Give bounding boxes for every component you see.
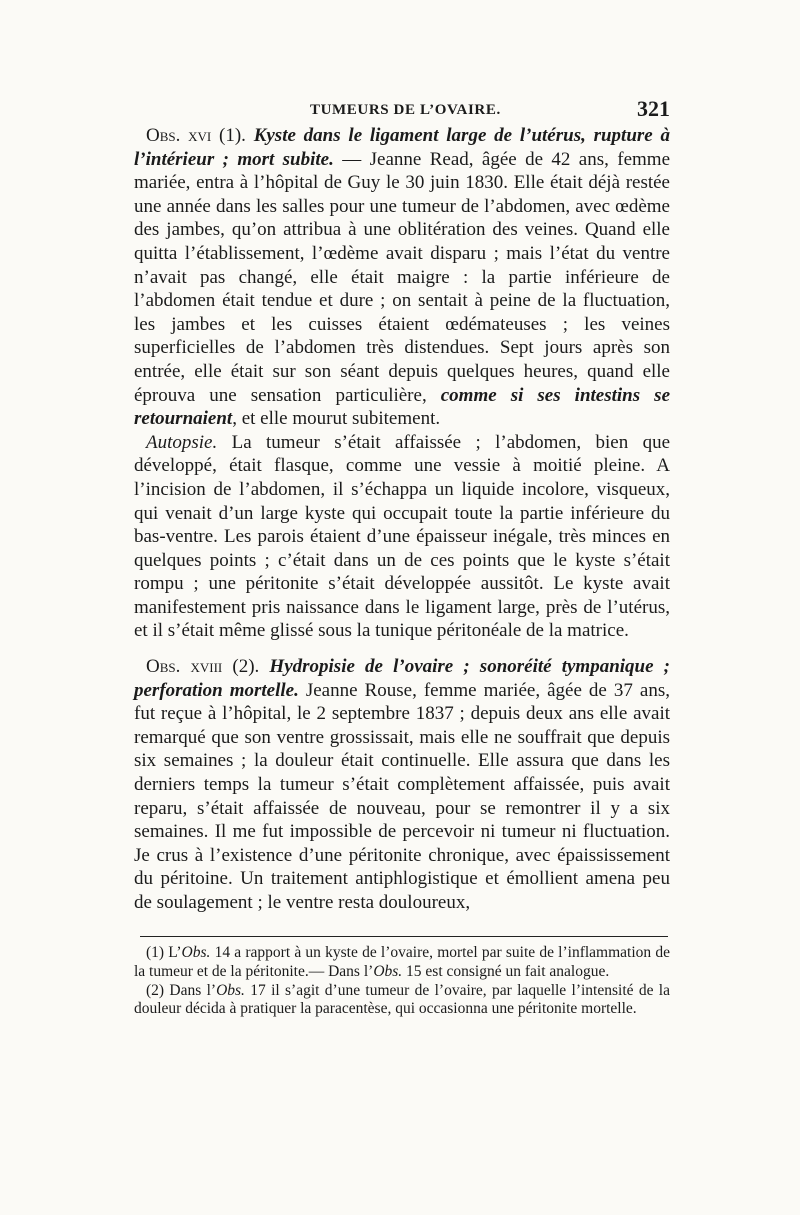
observation-text: — Jeanne Read, âgée de 42 ans, femme mariée, entra à l’hôpital de Guy le 30 juin 1830. Elle était déjà restée une année dans les salles pour une tumeur de l’abdomen, avec œdème des jambes, qu’on attribua à une oblitération des veines. Quand elle quitta l’établissement, l’œdème avait disparu ; mais l’état du ventre n’avait pas changé, elle était maigre : la partie inférieure de l’abdomen était tendue et dure ; on sentait à peine de la fluctuation, les jambes et les cuisses étaient œdémateuses ; les veines superficielles de l’abdomen très distendues. Sept jours après son entrée, elle était sur son séant depuis quelques heures, quand elle éprouva une sensation particulière, — [134, 148, 671, 406]
paragraph-gap — [134, 643, 670, 655]
observation-title: Hydropisie de l’ovaire ; sonoréité tympanique ; perforation mortelle. — [134, 656, 670, 701]
observation-text: Jeanne Rouse, femme mariée, âgée de 37 ans, fut reçue à l’hôpital, le 2 septembre 1837 ; depuis deux ans elle avait remarqué que son ventre grossissait, mais elle ne souffrait que depuis six semaines ; la douleur était continuelle. Elle assura que dans les derniers temps la tumeur s’était complètement affaissée, puis avait reparu, s’était affaissée de nouveau, pour se remontrer il y a six semaines. Il me fut impossible de percevoir ni tumeur ni fluctuation. Je crus à l’existence d’une péritonite chronique, avec épaississement du péritoine. Un traitement antiphlogistique et émollient amena peu de soulagement ; le ventre resta douloureux, — [134, 679, 670, 913]
footnote-text: 14 a rapport à un kyste de l’ovaire, mortel par suite de l’inflammation de la tumeur et de la péritonite.— Dans l’ — [134, 944, 671, 980]
footnote-obs: Obs. — [373, 962, 403, 980]
footnote-text: 17 il s’agit d’une tumeur de l’ovaire, par laquelle l’intensité de la douleur décida à pratiquer la paracentèse, qui occasionna une péritonite mortelle. — [134, 981, 670, 1018]
footnote-rule — [140, 936, 668, 937]
page-header — [140, 96, 670, 126]
footnote-obs: Obs. — [216, 981, 245, 999]
page-number: 321 — [637, 96, 670, 121]
observation-title: Kyste dans le ligament large de l’utérus, rupture à l’intérieur ; mort subite. — [134, 125, 671, 170]
footnote-text: (1) L’ — [146, 944, 182, 961]
footnote-text: (2) Dans l’ — [146, 981, 217, 999]
observation-18-paragraph — [134, 655, 670, 915]
autopsie-paragraph — [134, 431, 670, 643]
autopsie-label: Autopsie. — [146, 431, 218, 453]
footnote-obs: Obs. — [181, 944, 211, 961]
observation-label: Obs. xviii (2). — [146, 656, 260, 678]
autopsie-text: La tumeur s’était affaissée ; l’abdomen, bien que développé, était flasque, comme une vessie à moitié pleine. A l’incision de l’abdomen, il s’échappa un liquide incolore, visqueux, qui venait d’un large kyste qui occupait toute la partie inférieure du bas-ventre. Les parois étaient d’une épaisseur inégale, très minces en quelques points ; c’était dans un de ces points que le kyste s’était rompu ; une péritonite s’était développée aussitôt. Le kyste avait manifestement pris naissance dans le ligament large, près de l’utérus, et il s’était même glissé sous la tunique péritonéale de la matrice. — [134, 431, 670, 642]
observation-16-paragraph — [134, 124, 670, 431]
observation-text-end: , et elle mourut subitement. — [232, 408, 441, 430]
footnotes — [134, 944, 670, 1019]
main-text — [134, 124, 670, 915]
footnote-1 — [134, 944, 670, 982]
observation-quote: comme si ses intestins se retournaient — [134, 384, 671, 430]
observation-label: Obs. xvi (1). — [146, 125, 246, 146]
running-title: TUMEURS DE L’OVAIRE. — [310, 102, 501, 118]
footnote-text: 15 est consigné un fait analogue. — [402, 962, 610, 980]
footnote-2 — [134, 982, 670, 1020]
